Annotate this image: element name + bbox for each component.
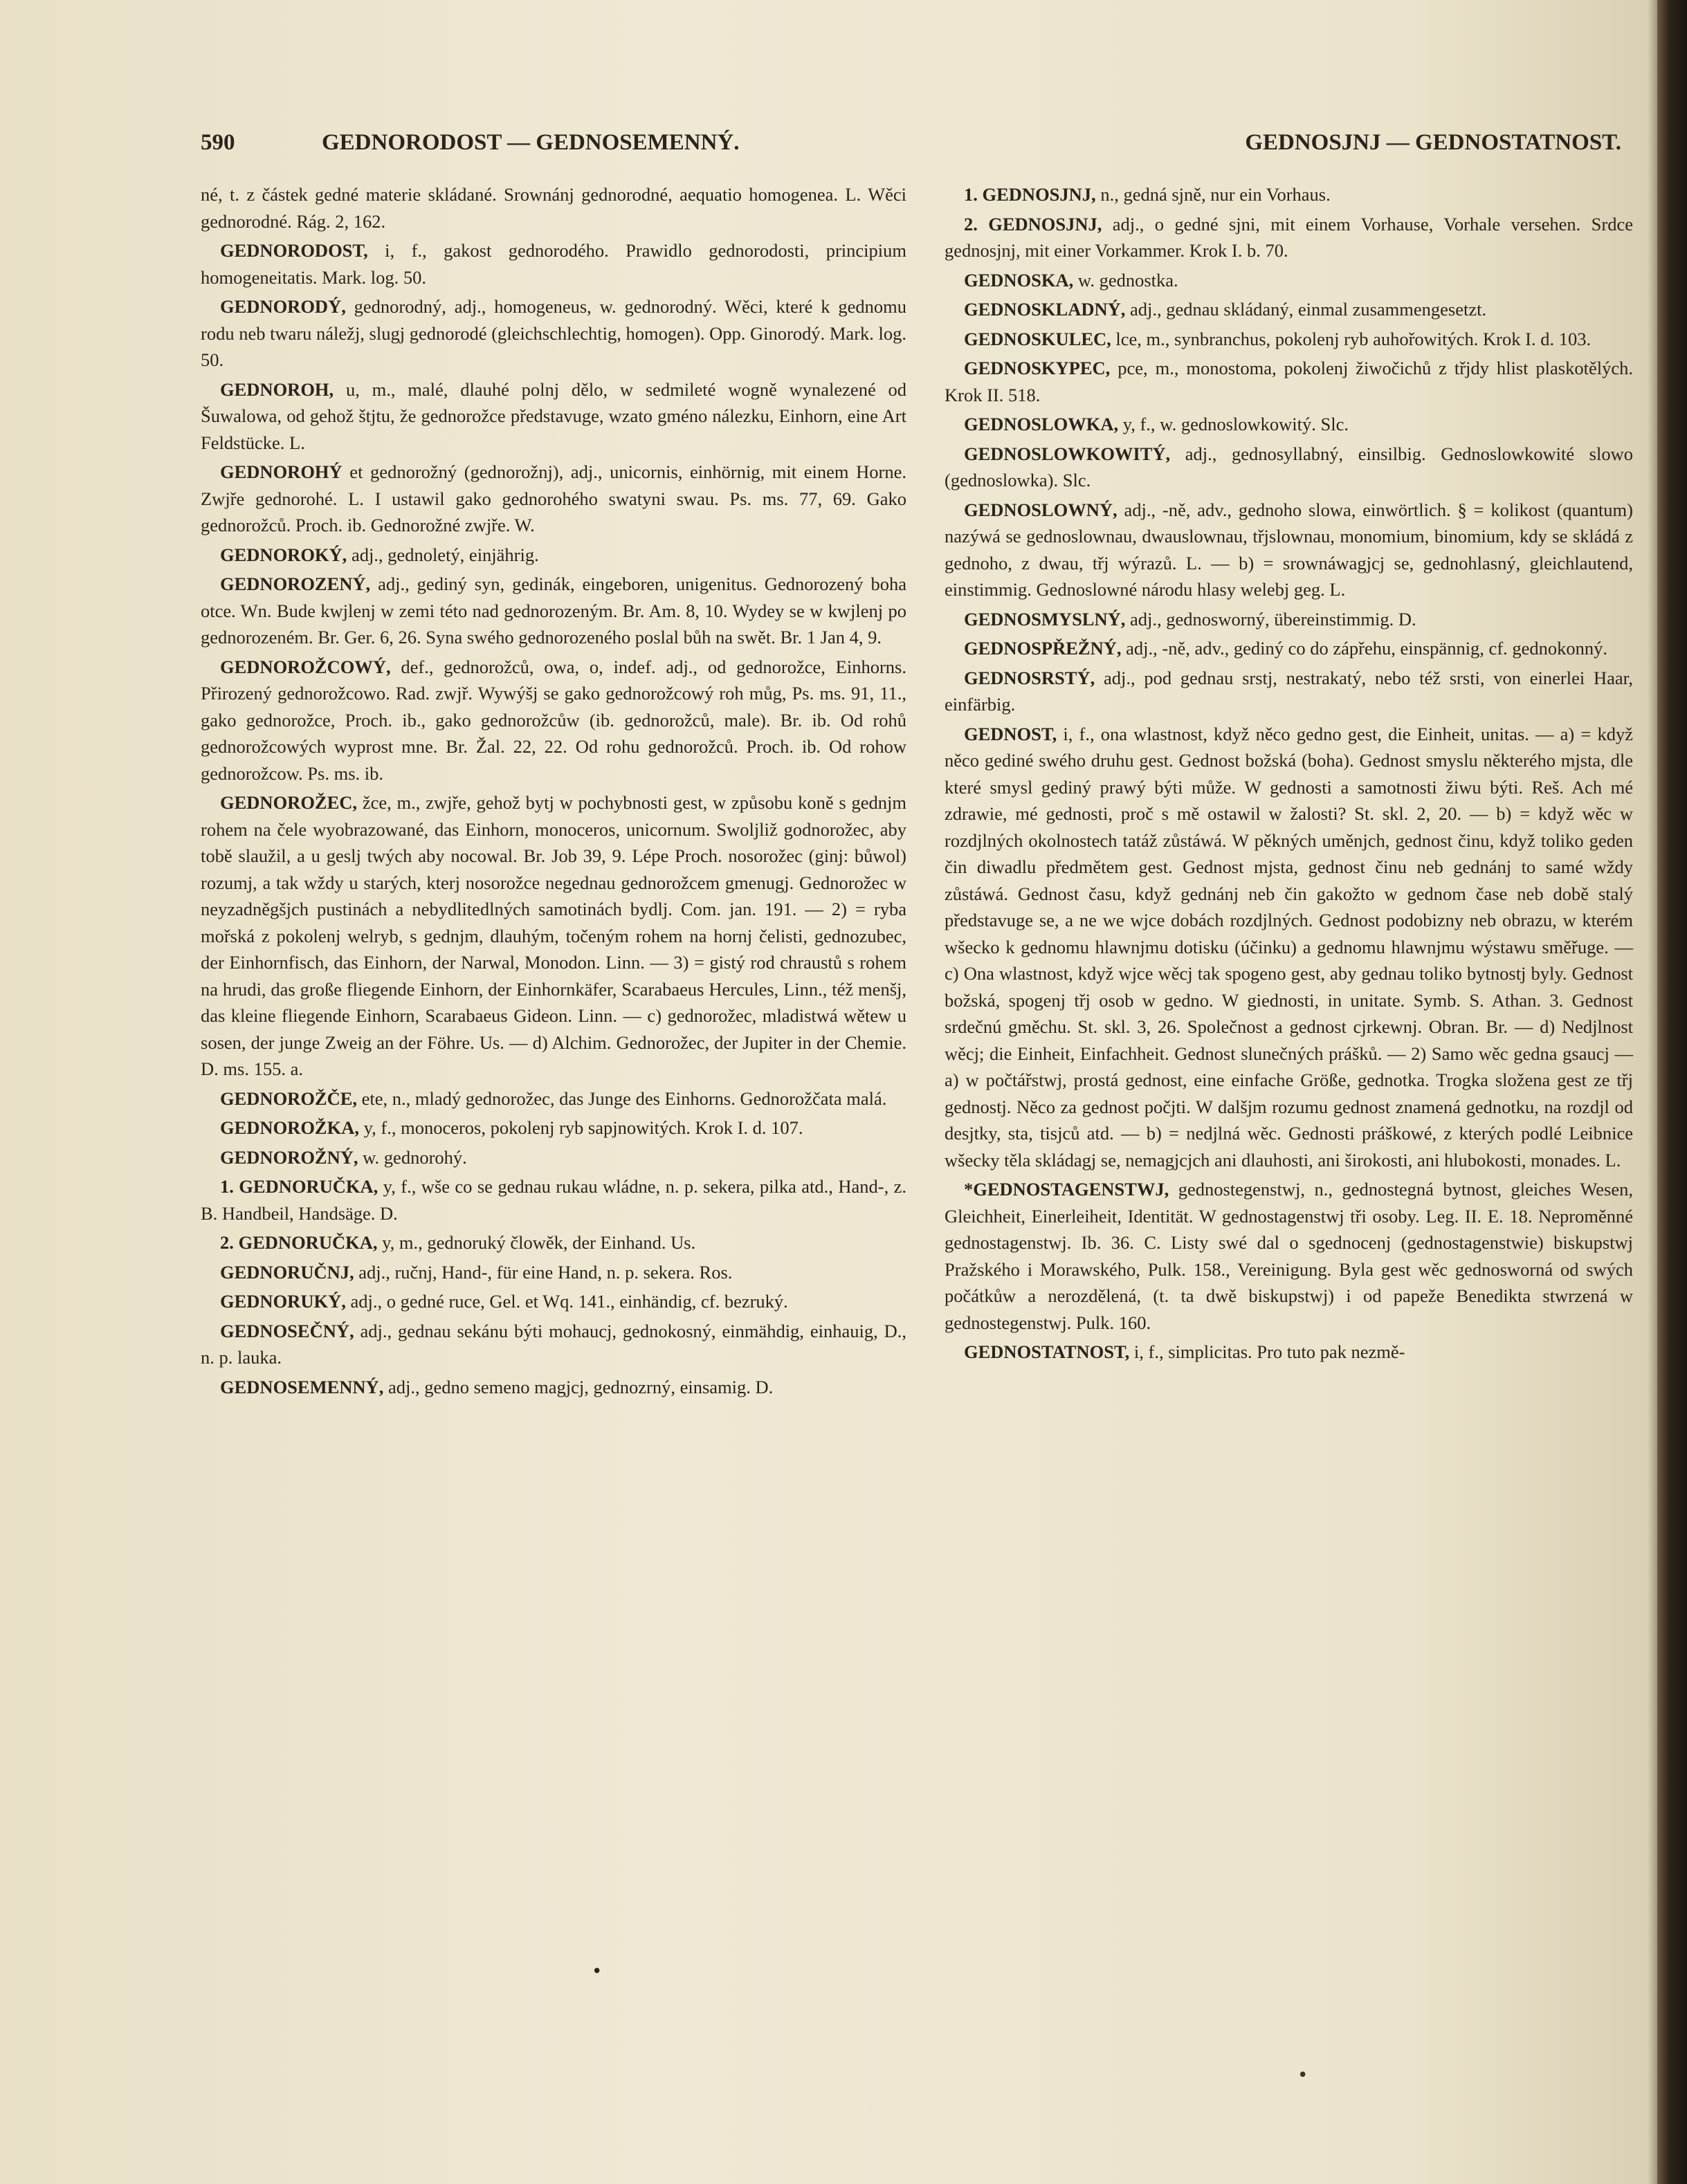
entry-definition: et gednorožný (gednorožnj), adj., unicornis, einhörnig, mit einem Horne. Zwjře gednorohé. L. I ustawil gako gednorohého swatyni swau. Ps. ms. 77, 69. Gako gednorožců. Proch. ib. Gednorožné zwjře. W. bbox=[201, 461, 906, 535]
entry-headword: GEDNOSKULEC, bbox=[964, 328, 1111, 349]
entry-definition: adj., o gedné ruce, Gel. et Wq. 141., einhändig, cf. bezruký. bbox=[345, 1291, 788, 1312]
book-gutter-shadow bbox=[1648, 0, 1657, 2184]
dictionary-entry bbox=[201, 293, 906, 374]
entry-headword: GEDNOSTATNOST, bbox=[964, 1341, 1130, 1362]
dictionary-entry bbox=[945, 355, 1633, 408]
dictionary-entry bbox=[945, 326, 1633, 353]
dictionary-entry bbox=[945, 267, 1633, 294]
dictionary-entry bbox=[201, 1173, 906, 1227]
entry-headword: GEDNOSPŘEŽNÝ, bbox=[964, 638, 1122, 659]
entry-definition: ete, n., mladý gednorožec, das Junge des Einhorns. Gednorožčata malá. bbox=[357, 1088, 887, 1109]
entry-definition: y, f., w. gednoslowkowitý. Slc. bbox=[1118, 414, 1349, 434]
entry-definition: i, f., ona wlastnost, když něco gedno gest, die Einheit, unitas. — a) = když něco gediné swého druhu gest. Gednost božská (boha). Gednost smyslu některého mjsta, dle které smysl gediný prawý býti může. W gednosti a samotnosti žiwu býti. Reš. Ach mé zdrawie, mé gednosti, proč s mě ostawil w žalosti? St. skl. 2, 20. — b) = když wěc w rozdjlných okolnostech tatáž zůstáwá. W pěkných uměnjch, gednost činu, když toliko geden čin diwadlu předmětem gest. Gednost mjsta, gednost činu neb gednánj to samé wždy zůstáwá. Gednost času, když gednánj neb čin gakožto w gednom čase neb době stalý představuge se, a ne we wjce dobách rozdjlných. Gednost podobizny neb obrazu, w kterém wšecko k gednomu hlawnjmu dotisku (účinku) a gednomu hlawnjmu wýstawu směřuge. — c) Ona wlastnost, když wjce wěcj tak spogeno gest, aby gednau toliko bytnostj byly. Gednost božská, spogenj třj osob w gedno. W giednosti, in unitate. Symb. S. Athan. 3. Gednost srdečnú gměchu. St. skl. 3, 26. Společnost a gednost cjrkewnj. Obran. Br. — d) Nedjlnost wěcj; die Einheit, Einfachheit. Gednost slunečných prášků. — 2) Samo wěc gedna gsaucj — a) w počtářstwj, prostá gednost, eine einfache Größe, gednotka. Trogka složena gest ze třj gednostj. Něco za gednost počjti. W dalšjm rozumu gednost znamená gednotku, na rozdjl od desjtky, sta, tisjců atd. — b) = nedjlná wěc. Gednosti práškowé, z kterých podlé Leibnice wšecky těla skládagj se, nemagjcjch ani dlauhosti, ani širokosti, ani hlubokosti, monades. L. bbox=[945, 723, 1633, 1171]
entry-definition: gednorodný, adj., homogeneus, w. gednorodný. Wěci, které k gednomu rodu neb twaru náležj, slugj gednorodé (gleichschlechtig, homogen). Opp. Ginorodý. Mark. log. 50. bbox=[201, 296, 907, 370]
entry-definition: n., gedná sjně, nur ein Vorhaus. bbox=[1095, 184, 1331, 205]
entry-headword: 2. GEDNOSJNJ, bbox=[964, 213, 1102, 235]
entry-headword: 1. GEDNORUČKA, bbox=[220, 1176, 379, 1197]
entry-headword: GEDNOROHÝ bbox=[220, 461, 343, 482]
entry-headword: 2. GEDNORUČKA, bbox=[220, 1232, 378, 1253]
dictionary-entry bbox=[201, 1144, 906, 1171]
entry-definition: adj., o gedné sjni, mit einem Vorhause, Vorhale versehen. Srdce gednosjnj, mit einer Vorkammer. Krok I. b. 70. bbox=[945, 213, 1633, 261]
right-column bbox=[945, 181, 1633, 1368]
entry-headword: GEDNOSLOWNÝ, bbox=[964, 499, 1118, 520]
entry-headword: GEDNOROH, bbox=[220, 378, 334, 400]
entry-definition: adj., gediný syn, gedinák, eingeboren, unigenitus. Gednorozený boha otce. Wn. Bude kwjlenj w zemi této nad gednorozeným. Br. Am. 8, 10. Wydey se w kwjlenj po gednorozeném. Br. Ger. 6, 26. Syna swého gednorozeného poslal bůh na swět. Br. 1 Jan 4, 9. bbox=[201, 573, 906, 648]
entry-definition: adj., pod gednau srstj, nestrakatý, nebo též srsti, von einerlei Haar, einfärbig. bbox=[945, 667, 1633, 715]
dictionary-entry bbox=[945, 1339, 1633, 1366]
entry-definition: né, t. z částek gedné materie skládané. Srownánj gednorodné, aequatio homogenea. L. Wěci gednorodné. Rág. 2, 162. bbox=[201, 184, 906, 232]
entry-definition: adj., gednosyllabný, einsilbig. Gednoslowkowité slowo (gednoslowka). Slc. bbox=[945, 443, 1633, 490]
entry-definition: i, f., simplicitas. Pro tuto pak nezmě- bbox=[1129, 1341, 1405, 1362]
entry-definition: y, f., monoceros, pokolenj ryb sapjnowitých. Krok I. d. 107. bbox=[358, 1117, 803, 1138]
entry-headword: GEDNOSMYSLNÝ, bbox=[964, 608, 1126, 630]
dictionary-entry bbox=[201, 376, 906, 457]
entry-headword: GEDNOROŽKA, bbox=[220, 1117, 359, 1138]
dictionary-entry bbox=[201, 1318, 906, 1371]
entry-definition: adj., gednosworný, übereinstimmig. D. bbox=[1125, 608, 1416, 630]
dictionary-entry bbox=[201, 237, 906, 291]
entry-definition: w. gednorohý. bbox=[358, 1146, 467, 1168]
entry-definition: adj., -ně, adv., gediný co do zápřehu, einspännig, cf. gednokonný. bbox=[1121, 638, 1608, 659]
entry-headword: GEDNOROŽČE, bbox=[220, 1088, 358, 1109]
entry-headword: GEDNOSLOWKA, bbox=[964, 414, 1119, 434]
entry-definition: lce, m., synbranchus, pokolenj ryb auhořowitých. Krok I. d. 103. bbox=[1111, 328, 1592, 349]
dictionary-entry bbox=[201, 654, 906, 787]
entry-headword: GEDNOSKA, bbox=[964, 269, 1074, 291]
dictionary-entry bbox=[945, 721, 1633, 1174]
dictionary-entry bbox=[201, 181, 906, 235]
dictionary-entry bbox=[201, 542, 906, 569]
entry-headword: GEDNOSRSTÝ, bbox=[964, 667, 1095, 688]
entry-headword: GEDNOSKLADNÝ, bbox=[964, 299, 1126, 320]
dictionary-entry bbox=[945, 635, 1633, 662]
entry-headword: GEDNORUKÝ, bbox=[220, 1291, 346, 1312]
left-running-title: GEDNORODOST — GEDNOSEMENNÝ. bbox=[322, 130, 740, 155]
running-header bbox=[201, 130, 1621, 165]
right-running-title: GEDNOSJNJ — GEDNOSTATNOST. bbox=[1245, 130, 1621, 155]
entry-definition: pce, m., monostoma, pokolenj žiwočichů z třjdy hlist plaskotělých. Krok II. 518. bbox=[945, 358, 1633, 405]
entry-headword: GEDNORODÝ, bbox=[220, 296, 346, 317]
entry-definition: adj., gedno semeno magjcj, gednozrný, einsamig. D. bbox=[383, 1376, 774, 1397]
entry-definition: w. gednostka. bbox=[1073, 269, 1178, 291]
dictionary-entry bbox=[201, 1085, 906, 1112]
dictionary-entry bbox=[945, 181, 1633, 208]
entry-headword: GEDNOSKYPEC, bbox=[964, 358, 1111, 378]
entry-headword: GEDNOROŽNÝ, bbox=[220, 1146, 358, 1168]
entry-definition: y, m., gednoruký člowěk, der Einhand. Us. bbox=[377, 1232, 696, 1253]
entry-definition: adj., ručnj, Hand-, für eine Hand, n. p. sekera. Ros. bbox=[354, 1261, 733, 1283]
entry-definition: adj., -ně, adv., gednoho slowa, einwörtlich. § = kolikost (quantum) nazýwá se gednoslownau, dwauslownau, třjslownau, monomium, binomium, kdy se skládá z gednoho, z dwau, třj wýrazů. L. — b) = srownáwagjcj se, gednohlasný, gleichlautend, einstimmig. Gednoslowné národu hlasy welebj geg. L. bbox=[945, 499, 1633, 600]
entry-definition: y, f., wše co se gednau rukau wládne, n. p. sekera, pilka atd., Hand-, z. B. Handbeil, Handsäge. D. bbox=[201, 1176, 906, 1224]
dictionary-entry bbox=[201, 459, 906, 539]
dictionary-entry bbox=[945, 411, 1633, 438]
entry-headword: GEDNOSEMENNÝ, bbox=[220, 1376, 384, 1397]
entry-definition: gednostegenstwj, n., gednostegná bytnost, gleiches Wesen, Gleichheit, Einerleiheit, Identität. W gednostagenstwj tři osoby. Leg. II. E. 18. Neproměnné gednostagenstwj. Ib. 36. C. Listy swé dal o sgednocenj (gednostagenstwie) biskupstwj Pražského i Morawského, Pulk. 158., Vereinigung. Byla gest wěc gednosworná od swých počátkůw a nerozdělená, (t. ta dwě biskupstwj) i od papeže Benedikta stwrzená w gednostegenstwj. Pulk. 160. bbox=[945, 1179, 1633, 1333]
dictionary-entry bbox=[945, 441, 1633, 494]
dictionary-entry bbox=[201, 571, 906, 651]
book-spine bbox=[1657, 0, 1687, 2184]
entry-definition: adj., gednau sekánu býti mohaucj, gednokosný, einmähdig, einhauig, D., n. p. lauka. bbox=[201, 1320, 906, 1368]
left-column bbox=[201, 181, 906, 1403]
dictionary-entry bbox=[945, 1176, 1633, 1336]
ink-dot-mark: • bbox=[1297, 2065, 1308, 2086]
ink-smudge-mark: • bbox=[592, 1961, 603, 1982]
dictionary-entry bbox=[945, 296, 1633, 323]
entry-headword: GEDNORUČNJ, bbox=[220, 1261, 354, 1283]
dictionary-entry bbox=[945, 665, 1633, 718]
entry-definition: u, m., malé, dlauhé polnj dělo, w sedmileté wogně wynalezené od Šuwalowa, od gehož štjtu, že gednorožce představuge, wzato gméno nálezku, Einhorn, eine Art Feldstücke. L. bbox=[201, 378, 906, 453]
entry-definition: i, f., gakost gednorodého. Prawidlo gednorodosti, principium homogeneitatis. Mark. log. 50. bbox=[201, 240, 906, 288]
entry-definition: žce, m., zwjře, gehož bytj w pochybnosti gest, w způsobu koně s gednjm rohem na čele wyobrazowané, das Einhorn, monoceros, unicornum. Swoljliž godnorožec, aby tobě slaužil, a u geslj twých aby nocowal. Br. Job 39, 9. Lépe Proch. nosorožec (ginj: bůwol) rozumj, a tak wždy u starých, kterj nosorožce negednau gednorožcem gmenugj. Gednorožec w neyzadněgšjch pustinách a nebydlitedlných samotinách bydlj. Com. jan. 191. — 2) = ryba mořská z pokolenj welryb, s gednjm, dlauhým, točeným rohem na hornj čelisti, gednozubec, der Einhornfisch, das Einhorn, der Narwal, Monodon. Linn. — 3) = gistý rod chraustů s rohem na hrudi, das große fliegende Einhorn, der Einhornkäfer, Scarabaeus Hercules, Linn., též menšj, das kleine fliegende Einhorn, Scarabaeus Gideon. Linn. — c) gednorožec, mladistwá wětew u sosen, der junge Zweig an der Föhre. Us. — d) Alchim. Gednorožec, der Jupiter in der Chemie. D. ms. 155. a. bbox=[201, 792, 906, 1079]
entry-headword: GEDNOROŽCOWÝ, bbox=[220, 656, 391, 677]
page-number: 590 bbox=[201, 130, 235, 155]
dictionary-entry bbox=[201, 1374, 906, 1401]
dictionary-entry bbox=[201, 1114, 906, 1141]
entry-headword: GEDNOSLOWKOWITÝ, bbox=[964, 443, 1171, 464]
entry-definition: def., gednorožců, owa, o, indef. adj., od gednorožce, Einhorns. Přirozený gednorožcowo. Rad. zwjř. Wywýšj se gako gednorožcowý roh můg, Ps. ms. 91, 11., gako gednorožce, Proch. ib., gako gednorožcůw (ib. gednorožců, male). Br. ib. Od rohů gednorožcowých wyprost mne. Br. Žal. 22, 22. Od rohu gednorožců. Proch. ib. Od rohow gednorožcow. Ps. ms. ib. bbox=[201, 656, 906, 784]
dictionary-entry bbox=[945, 211, 1633, 264]
entry-headword: 1. GEDNOSJNJ, bbox=[964, 184, 1096, 205]
dictionary-entry bbox=[201, 1229, 906, 1256]
entry-headword: GEDNOROZENÝ, bbox=[220, 573, 371, 594]
entry-headword: GEDNOROŽEC, bbox=[220, 792, 358, 813]
entry-headword: GEDNOSEČNÝ, bbox=[220, 1320, 354, 1341]
dictionary-entry bbox=[201, 1288, 906, 1315]
dictionary-entry bbox=[945, 497, 1633, 603]
entry-definition: adj., gednau skládaný, einmal zusammengesetzt. bbox=[1125, 299, 1487, 320]
entry-definition: adj., gednoletý, einjährig. bbox=[347, 544, 539, 565]
entry-headword: GEDNOROKÝ, bbox=[220, 544, 347, 565]
dictionary-entry bbox=[201, 789, 906, 1083]
dictionary-entry bbox=[945, 606, 1633, 633]
entry-headword: *GEDNOSTAGENSTWJ, bbox=[964, 1179, 1169, 1200]
entry-headword: GEDNORODOST, bbox=[220, 240, 368, 261]
dictionary-entry bbox=[201, 1259, 906, 1286]
entry-headword: GEDNOST, bbox=[964, 723, 1057, 744]
